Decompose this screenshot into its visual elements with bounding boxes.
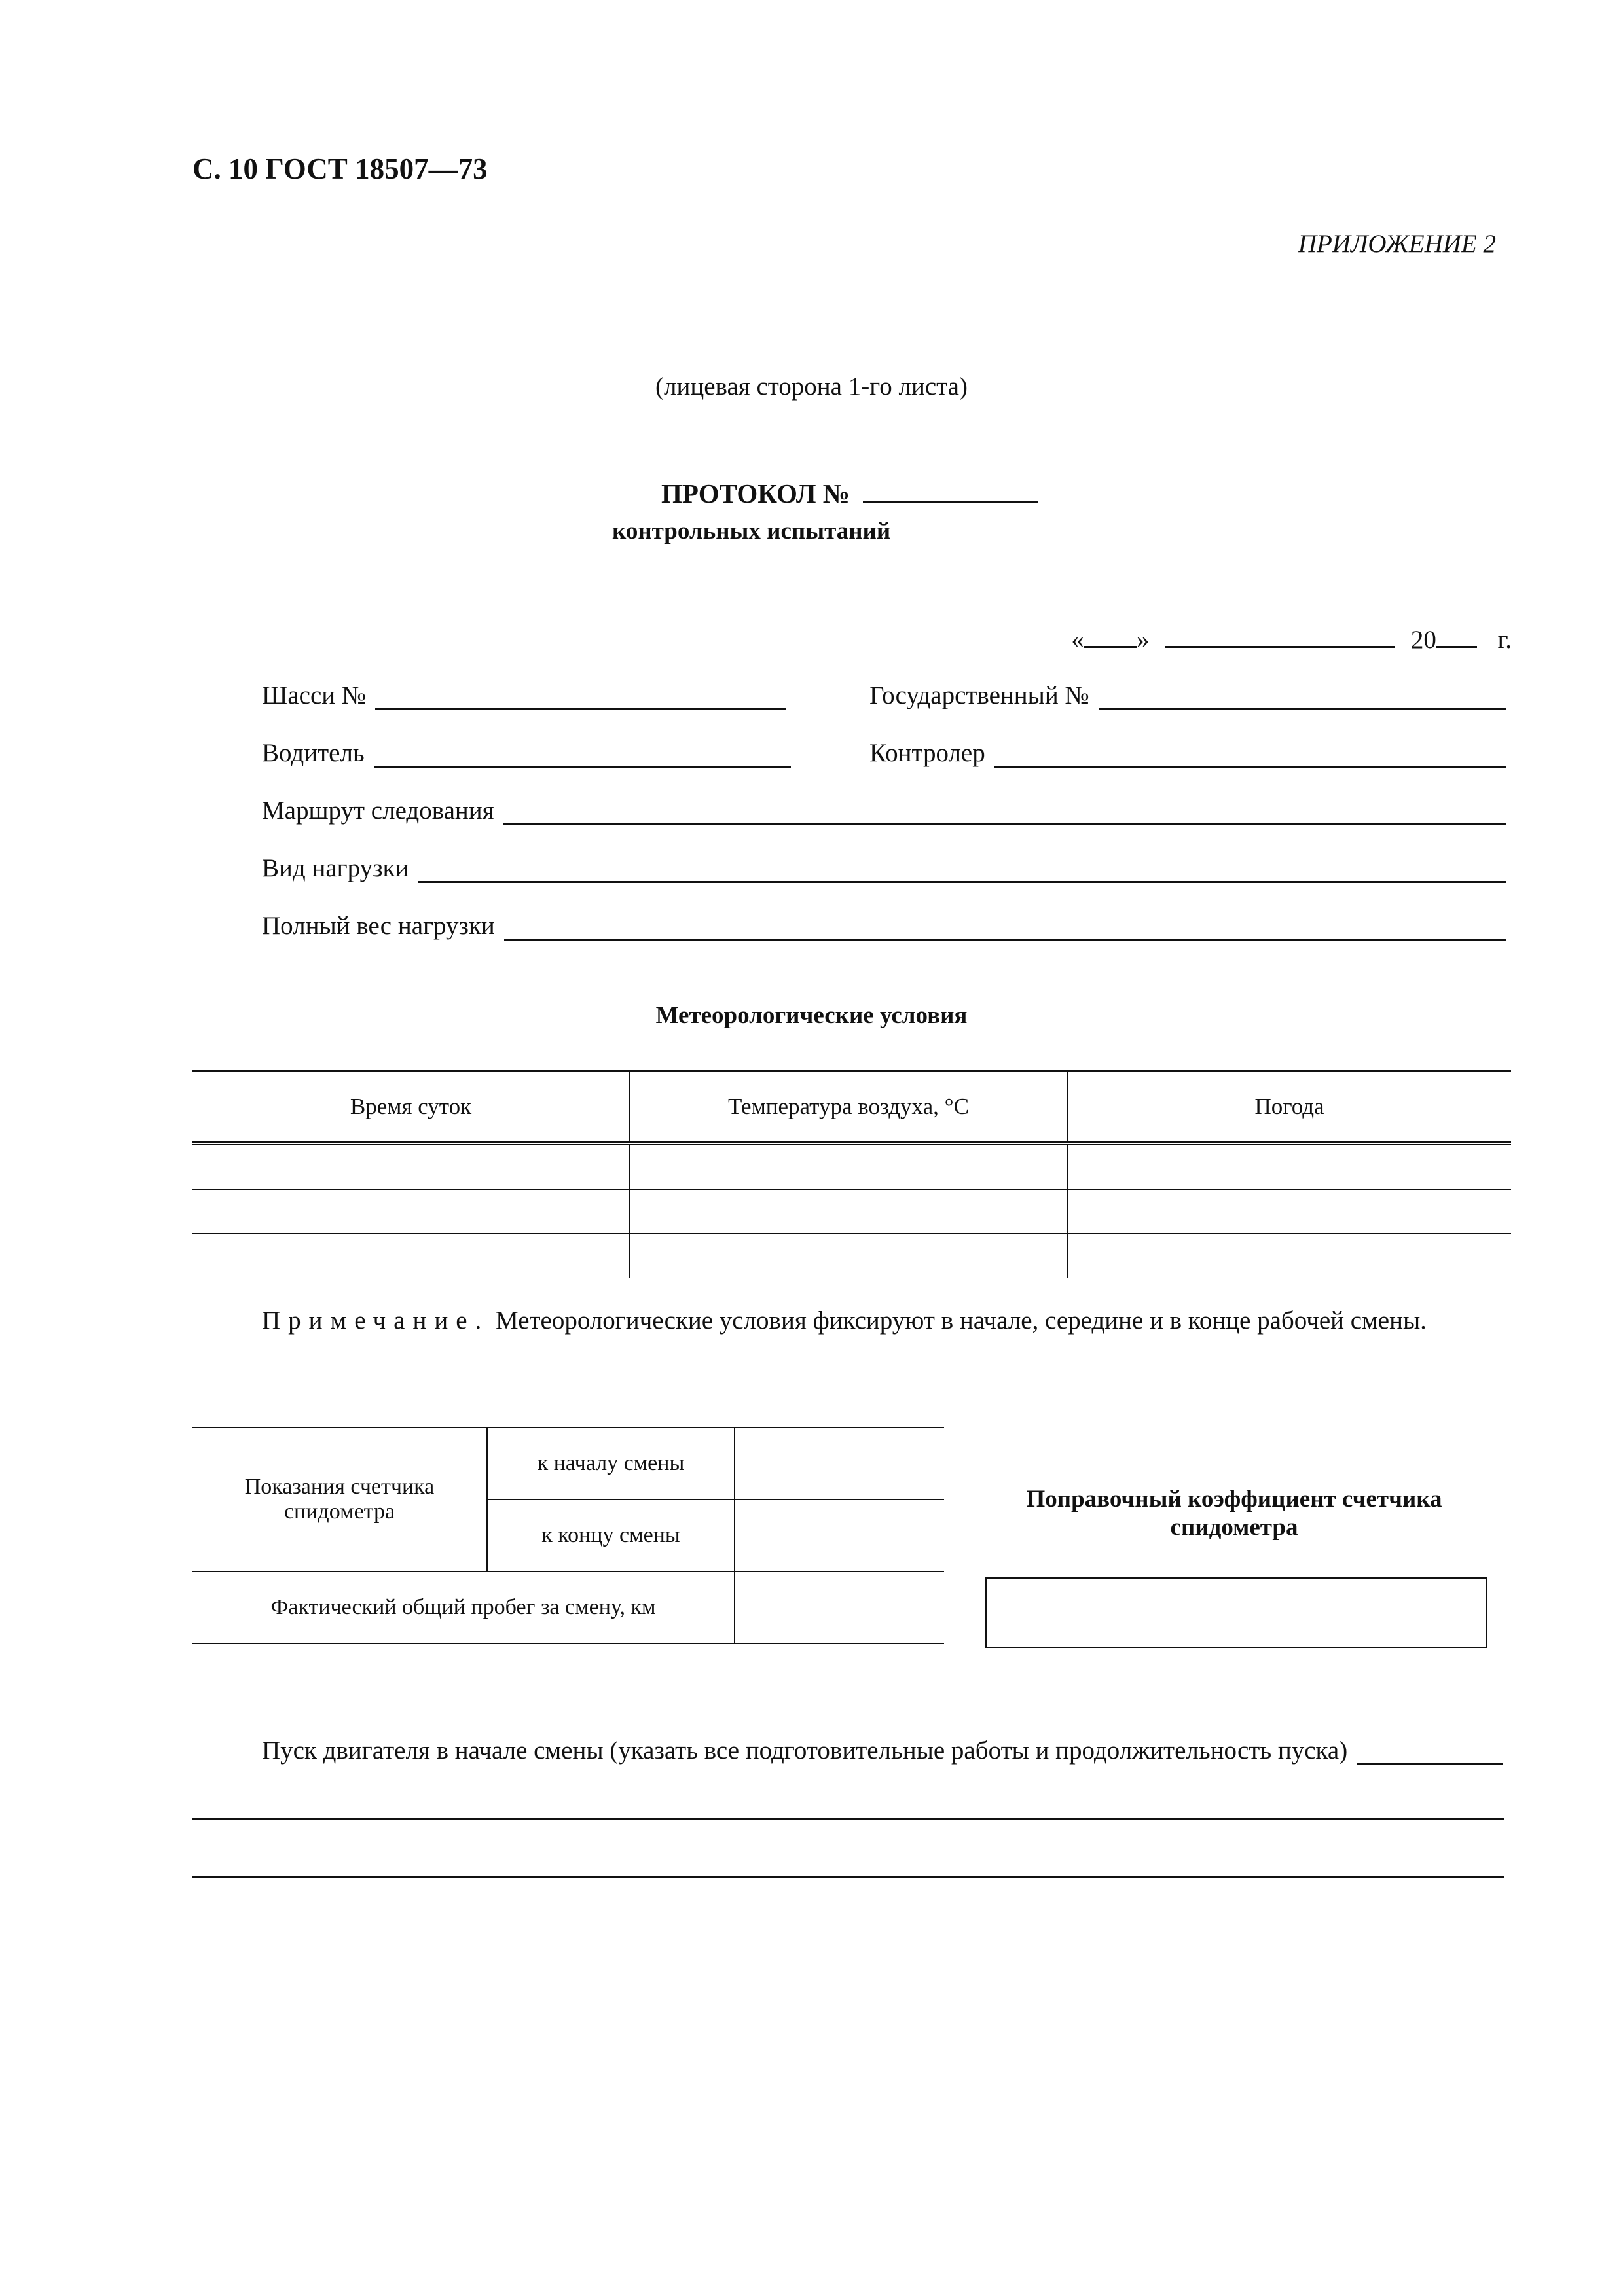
engine-start-line[interactable]: [192, 1818, 1504, 1820]
meteo-cell[interactable]: [192, 1234, 630, 1278]
meteo-cell[interactable]: [192, 1143, 630, 1189]
speedometer-row-start: [192, 1427, 944, 1499]
shift-start-label: к началу смены: [487, 1427, 735, 1499]
meteo-col-temperature: Температура воздуха, °С: [630, 1071, 1067, 1144]
meteo-section-title: Метеорологические условия: [655, 1002, 968, 1029]
driver-row: [262, 738, 791, 768]
protocol-subtitle: контрольных испытаний: [612, 518, 891, 545]
date-line: [1071, 625, 1512, 655]
cargo-type-row: [262, 853, 1506, 883]
cargo-type-field[interactable]: [418, 861, 1506, 883]
sheet-side-note: (лицевая сторона 1-го листа): [655, 372, 968, 401]
date-open-quote: «: [1071, 626, 1084, 654]
date-month-field[interactable]: [1165, 626, 1395, 648]
cargo-weight-row: [262, 911, 1506, 941]
correction-coefficient-title: Поправочный коэффициент счетчика спидометра: [1026, 1486, 1442, 1541]
correction-coefficient-field[interactable]: [985, 1577, 1487, 1648]
shift-end-label: к концу смены: [487, 1499, 735, 1571]
date-close-quote: »: [1136, 626, 1150, 654]
protocol-title-text: ПРОТОКОЛ №: [661, 478, 850, 509]
shift-start-value[interactable]: [735, 1427, 944, 1499]
cargo-weight-label: Полный вес нагрузки: [262, 912, 495, 940]
route-field[interactable]: [503, 804, 1506, 825]
speedometer-table: [192, 1427, 944, 1644]
note-label: Примечание.: [262, 1306, 490, 1335]
meteo-header-row: [192, 1071, 1511, 1144]
controller-field[interactable]: [994, 746, 1506, 768]
engine-start-row: [262, 1736, 1503, 1765]
cargo-weight-field[interactable]: [504, 919, 1506, 941]
date-year-field[interactable]: [1436, 626, 1477, 648]
route-label: Маршрут следования: [262, 797, 494, 825]
page-reference: С. 10 ГОСТ 18507—73: [192, 152, 488, 185]
meteo-cell[interactable]: [630, 1189, 1067, 1234]
controller-label: Контролер: [869, 739, 985, 767]
meteo-cell[interactable]: [630, 1234, 1067, 1278]
note-text: Метеорологические условия фиксируют в начале, середине и в конце рабочей смены.: [496, 1306, 1427, 1335]
state-number-row: [869, 681, 1506, 710]
meteo-row: [192, 1234, 1511, 1278]
meteo-note: [262, 1306, 1427, 1335]
actual-mileage-label: Фактический общий пробег за смену, км: [192, 1571, 735, 1643]
meteo-row: [192, 1189, 1511, 1234]
engine-start-field[interactable]: [1357, 1744, 1503, 1765]
driver-label: Водитель: [262, 739, 365, 767]
meteo-cell[interactable]: [1067, 1143, 1511, 1189]
engine-start-line[interactable]: [192, 1876, 1504, 1878]
meteo-table: [192, 1070, 1511, 1278]
chassis-label: Шасси №: [262, 681, 367, 709]
meteo-col-time: Время суток: [192, 1071, 630, 1144]
route-row: [262, 796, 1506, 825]
actual-mileage-value[interactable]: [735, 1571, 944, 1643]
meteo-row: [192, 1143, 1511, 1189]
appendix-label: ПРИЛОЖЕНИЕ 2: [1298, 230, 1496, 258]
date-year-prefix: 20: [1410, 626, 1436, 654]
protocol-number-field[interactable]: [863, 481, 1038, 503]
speedometer-readings-label: Показания счетчика спидометра: [192, 1427, 487, 1571]
chassis-row: [262, 681, 786, 710]
cargo-type-label: Вид нагрузки: [262, 854, 409, 882]
meteo-cell[interactable]: [192, 1189, 630, 1234]
meteo-cell[interactable]: [1067, 1234, 1511, 1278]
state-number-field[interactable]: [1099, 689, 1506, 710]
controller-row: [869, 738, 1506, 768]
protocol-title: [661, 478, 1038, 509]
state-number-label: Государственный №: [869, 681, 1089, 709]
driver-field[interactable]: [374, 746, 791, 768]
chassis-field[interactable]: [375, 689, 786, 710]
date-day-field[interactable]: [1084, 626, 1137, 648]
date-year-suffix: г.: [1497, 626, 1512, 654]
meteo-cell[interactable]: [630, 1143, 1067, 1189]
meteo-cell[interactable]: [1067, 1189, 1511, 1234]
shift-end-value[interactable]: [735, 1499, 944, 1571]
actual-mileage-row: [192, 1571, 944, 1643]
engine-start-label: Пуск двигателя в начале смены (указать все подготовительные работы и продолжительность пуска): [262, 1736, 1348, 1765]
meteo-col-weather: Погода: [1067, 1071, 1511, 1144]
